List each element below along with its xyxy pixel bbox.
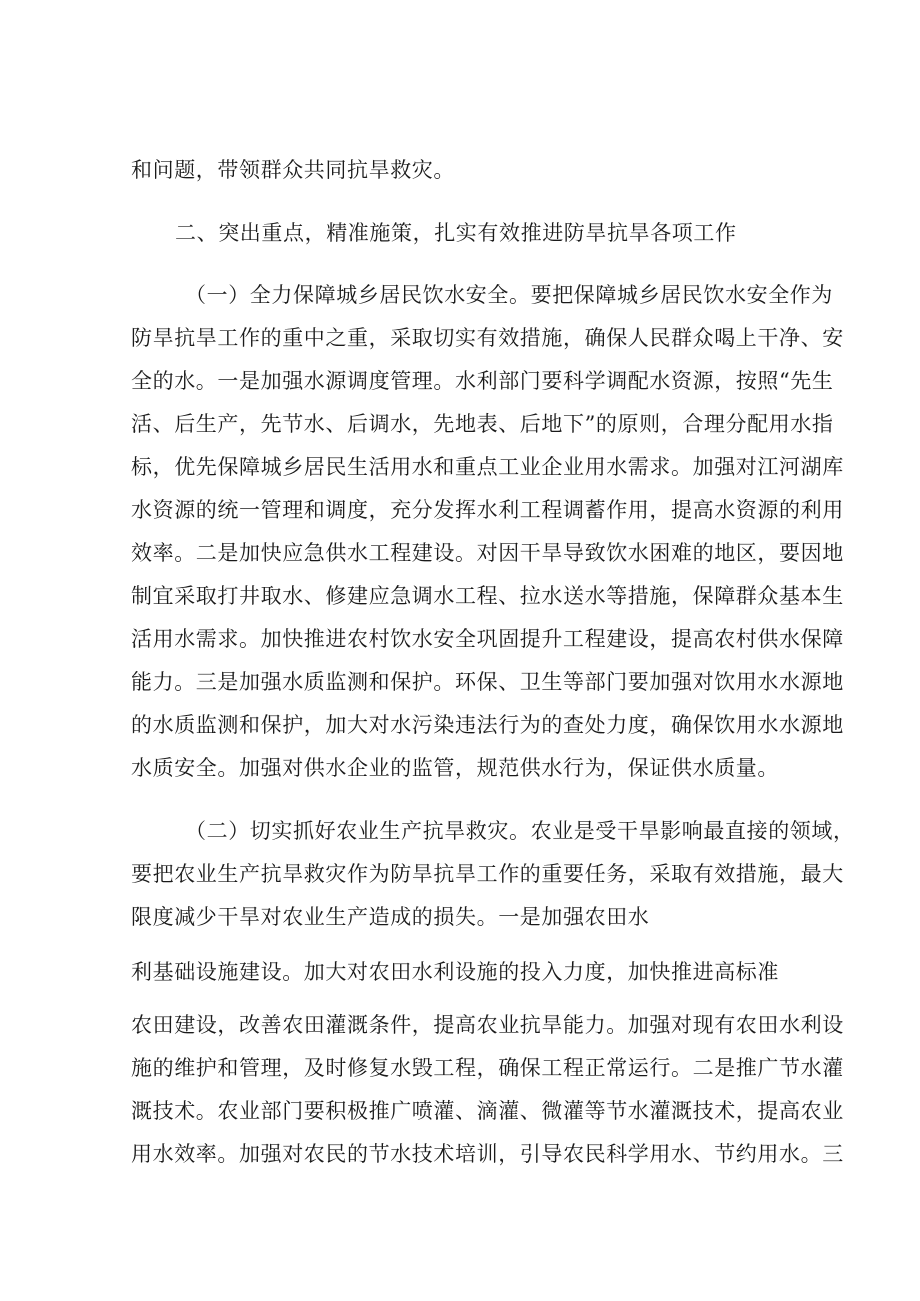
text-line: 水质安全。加强对供水企业的监管，规范供水行为，保证供水质量。 xyxy=(131,756,779,780)
text-line: 用水效率。加强对农民的节水技术培训，引导农民科学用水、节约用水。三 xyxy=(131,1142,844,1166)
text-line: 和问题，带领群众共同抗旱救灾。 xyxy=(131,158,455,182)
text-line: 水资源的统一管理和调度，充分发挥水利工程调蓄作用，提高水资源的利用 xyxy=(131,498,844,522)
text-line: 全的水。一是加强水源调度管理。水利部门要科学调配水资源，按照“先生 xyxy=(131,369,834,393)
text-line: （二）切实抓好农业生产抗旱救灾。农业是受干旱影响最直接的领域， xyxy=(185,819,855,843)
text-line: 利基础设施建设。加大对农田水利设施的投入力度，加快推进高标准 xyxy=(131,960,779,984)
text-line: （一）全力保障城乡居民饮水安全。要把保障城乡居民饮水安全作为 xyxy=(185,283,833,307)
text-line: 制宜采取打井取水、修建应急调水工程、拉水送水等措施，保障群众基本生 xyxy=(131,584,844,608)
section-heading: 二、突出重点，精准施策，扎实有效推进防旱抗旱各项工作 xyxy=(175,221,737,245)
text-line: 标，优先保障城乡居民生活用水和重点工业企业用水需求。加强对江河湖库 xyxy=(131,455,844,479)
text-line: 效率。二是加快应急供水工程建设。对因干旱导致饮水困难的地区，要因地 xyxy=(131,541,844,565)
text-line: 限度减少干旱对农业生产造成的损失。一是加强农田水 xyxy=(131,905,650,929)
text-line: 农田建设，改善农田灌溉条件，提高农业抗旱能力。加强对现有农田水利设 xyxy=(131,1013,844,1037)
text-line: 的水质监测和保护，加大对水污染违法行为的查处力度，确保饮用水水源地 xyxy=(131,713,844,737)
text-line: 能力。三是加强水质监测和保护。环保、卫生等部门要加强对饮用水水源地 xyxy=(131,670,844,694)
text-line: 防旱抗旱工作的重中之重，采取切实有效措施，确保人民群众喝上干净、安 xyxy=(131,326,844,350)
text-line: 活、后生产，先节水、后调水，先地表、后地下”的原则，合理分配用水指 xyxy=(131,412,834,436)
text-line: 施的维护和管理，及时修复水毁工程，确保工程正常运行。二是推广节水灌 xyxy=(131,1056,844,1080)
text-line: 活用水需求。加快推进农村饮水安全巩固提升工程建设，提高农村供水保障 xyxy=(131,627,844,651)
text-line: 溉技术。农业部门要积极推广喷灌、滴灌、微灌等节水灌溉技术，提高农业 xyxy=(131,1099,844,1123)
text-line: 要把农业生产抗旱救灾作为防旱抗旱工作的重要任务，采取有效措施，最大 xyxy=(131,862,844,886)
